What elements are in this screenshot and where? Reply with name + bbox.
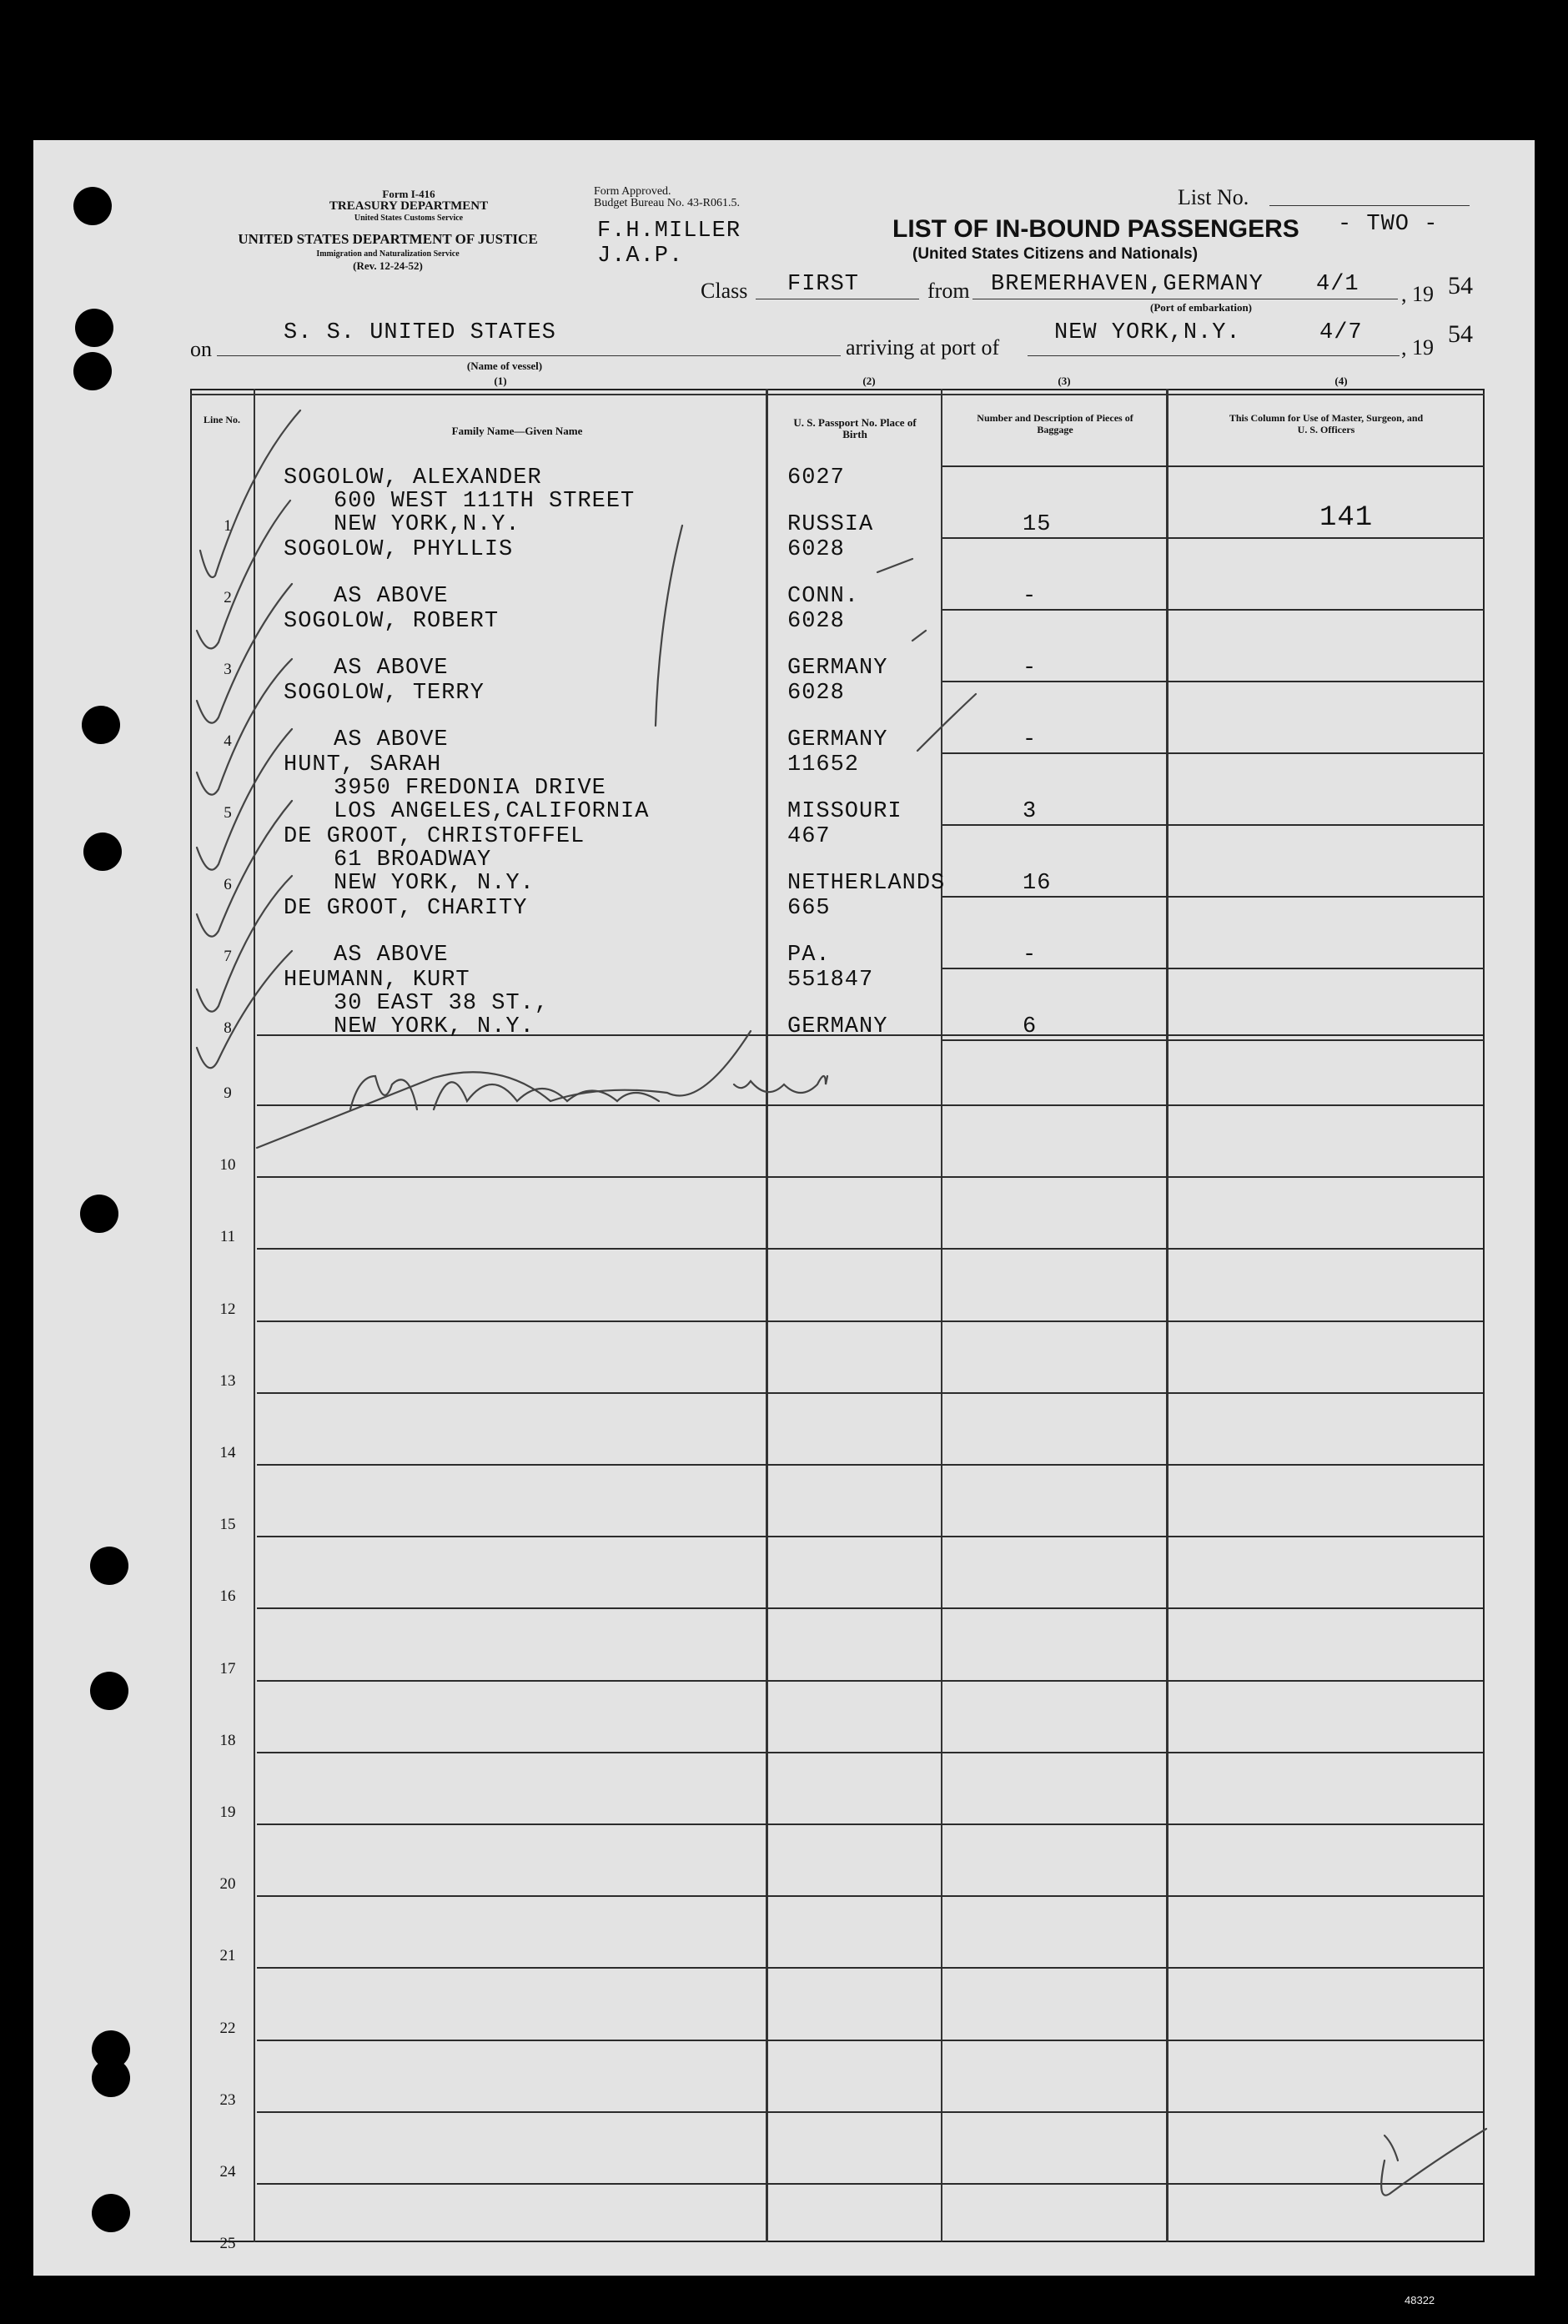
row-rule (257, 1104, 1483, 1106)
page-title: LIST OF IN-BOUND PASSENGERS (892, 215, 1299, 243)
arrival-underline (1028, 355, 1400, 356)
column-divider (941, 389, 942, 2242)
passenger-name: DE GROOT, CHARITY (284, 896, 528, 921)
baggage-count: - (1023, 727, 1038, 752)
binder-hole (82, 706, 120, 744)
header-line-no: Line No. (203, 414, 240, 425)
place-of-birth: RUSSIA (787, 512, 874, 537)
class-value: FIRST (787, 272, 860, 297)
place-of-birth: GERMANY (787, 656, 888, 681)
line-number: 5 (224, 804, 232, 822)
budget-bureau: Budget Bureau No. 43-R061.5. (594, 197, 740, 209)
passenger-name: SOGOLOW, ROBERT (284, 609, 500, 634)
line-number: 9 (224, 1084, 232, 1102)
baggage-count: - (1023, 943, 1038, 968)
row-rule (942, 609, 1485, 611)
line-number: 11 (219, 1228, 236, 1246)
officer-note: 141 (1319, 502, 1374, 534)
line-number: 19 (219, 1803, 236, 1821)
header-passport: U. S. Passport No. Place of Birth (793, 416, 917, 440)
column-number: (3) (1058, 375, 1071, 387)
passenger-address: AS ABOVE (334, 727, 449, 752)
vessel-underline (217, 355, 841, 356)
row-rule (942, 896, 1485, 898)
class-label: Class (701, 279, 748, 303)
line-number: 13 (219, 1371, 236, 1390)
place-of-birth: MISSOURI (787, 799, 902, 824)
line-number: 6 (224, 876, 232, 893)
vessel-caption: (Name of vessel) (466, 360, 543, 372)
place-of-birth: GERMANY (787, 1014, 888, 1039)
binder-hole (90, 1547, 128, 1585)
line-number: 7 (224, 948, 232, 965)
on-label: on (190, 337, 212, 361)
embarkation-caption: (Port of embarkation) (1149, 301, 1253, 314)
column-divider (1166, 389, 1168, 2242)
list-no-label: List No. (1178, 185, 1249, 209)
passenger-address: NEW YORK,N.Y. (334, 512, 520, 537)
row-rule (257, 1895, 1483, 1897)
row-rule (942, 968, 1485, 969)
row-rule (257, 2183, 1483, 2185)
binder-hole (83, 833, 122, 871)
list-no-underline (1269, 205, 1470, 206)
binder-hole (92, 2194, 130, 2232)
embarkation-year: 54 (1448, 272, 1473, 299)
line-number: 3 (224, 661, 232, 678)
row-rule (257, 2111, 1483, 2113)
column-number: (4) (1334, 375, 1348, 387)
column-divider (766, 389, 768, 2242)
row-rule (257, 2040, 1483, 2041)
passenger-address: AS ABOVE (334, 943, 449, 968)
line-number: 14 (219, 1444, 236, 1461)
passport-number: 467 (787, 824, 831, 849)
row-rule (257, 1967, 1483, 1969)
passenger-name: SOGOLOW, PHYLLIS (284, 537, 514, 562)
row-rule (942, 537, 1485, 539)
passenger-name: SOGOLOW, TERRY (284, 681, 485, 706)
row-rule (942, 681, 1485, 682)
passenger-address: 30 EAST 38 ST., (334, 991, 550, 1016)
line-number: 23 (219, 2090, 236, 2109)
line-number: 25 (219, 2235, 236, 2253)
line-number: 17 (219, 1659, 236, 1678)
place-of-birth: PA. (787, 943, 831, 968)
place-of-birth: CONN. (787, 584, 860, 609)
arrival-year: 54 (1448, 320, 1473, 348)
line-number: 8 (224, 1019, 232, 1037)
line-number: 2 (224, 589, 232, 606)
baggage-count: 16 (1023, 871, 1052, 896)
row-rule (257, 1823, 1483, 1825)
row-rule (257, 1680, 1483, 1682)
line-number: 22 (219, 2019, 236, 2037)
arrival-port: NEW YORK,N.Y. (1054, 320, 1241, 345)
passport-number: 6028 (787, 609, 845, 634)
form-id: Form I-416 (382, 188, 435, 200)
embarkation-date: 4/1 (1316, 272, 1359, 297)
ins-label: Immigration and Naturalization Service (316, 249, 460, 259)
binder-hole (75, 309, 113, 347)
row-rule (257, 1176, 1483, 1178)
passenger-address: NEW YORK, N.Y. (334, 1014, 535, 1039)
line-number: 4 (224, 732, 232, 750)
row-rule (257, 1248, 1483, 1250)
passenger-name: SOGOLOW, ALEXANDER (284, 465, 542, 490)
line-number: 24 (219, 2163, 236, 2181)
binder-hole (73, 187, 112, 225)
arrival-date: 4/7 (1319, 320, 1363, 345)
officer-initials: F.H.MILLER (597, 219, 741, 244)
header-officers: This Column for Use of Master, Surgeon, and U. S. Officers (1229, 412, 1424, 435)
baggage-count: 3 (1023, 799, 1038, 824)
row-rule (257, 1464, 1483, 1466)
row-rule (257, 1536, 1483, 1537)
row-rule (942, 752, 1485, 754)
line-number: 10 (219, 1156, 236, 1175)
row-rule (257, 1752, 1483, 1753)
binder-hole (92, 2059, 130, 2097)
line-number: 20 (219, 1875, 236, 1894)
customs-label: United States Customs Service (354, 214, 464, 223)
list-no-value: - TWO - (1338, 212, 1439, 237)
line-number: 16 (219, 1587, 236, 1606)
revision-label: (Rev. 12-24-52) (353, 259, 423, 272)
line-number: 12 (219, 1300, 236, 1318)
column-number: (1) (494, 375, 507, 387)
embarkation-port: BREMERHAVEN,GERMANY (991, 272, 1264, 297)
passport-number: 11652 (787, 752, 860, 777)
page-subtitle: (United States Citizens and Nationals) (912, 245, 1199, 263)
passenger-name: HUNT, SARAH (284, 752, 442, 777)
passenger-address: 600 WEST 111TH STREET (334, 489, 636, 514)
binder-hole (80, 1195, 118, 1233)
row-rule (257, 1392, 1483, 1394)
binder-hole (73, 352, 112, 390)
justice-label: UNITED STATES DEPARTMENT OF JUSTICE (238, 231, 538, 247)
passport-number: 551847 (787, 968, 874, 993)
form-approved: Form Approved. (594, 185, 671, 198)
passenger-address: 61 BROADWAY (334, 848, 492, 873)
passport-number: 6028 (787, 537, 845, 562)
from-label: from (927, 279, 970, 303)
line-number: 18 (219, 1731, 236, 1749)
row-rule (942, 1039, 1485, 1041)
row-rule (942, 465, 1485, 467)
passenger-name: DE GROOT, CHRISTOFFEL (284, 824, 585, 849)
passenger-name: HEUMANN, KURT (284, 968, 470, 993)
line-number: 15 (219, 1516, 236, 1534)
header-name: Family Name—Given Name (451, 425, 583, 437)
passenger-address: AS ABOVE (334, 656, 449, 681)
footer-code: 48322 (1405, 2294, 1435, 2306)
passport-number: 6028 (787, 681, 845, 706)
table-top-rule (190, 394, 1485, 395)
line-number: 1 (224, 517, 232, 535)
passenger-address: LOS ANGELES,CALIFORNIA (334, 799, 650, 824)
vessel-name: S. S. UNITED STATES (284, 320, 556, 345)
passport-number: 6027 (787, 465, 845, 490)
row-rule (942, 824, 1485, 826)
place-of-birth: NETHERLANDS (787, 871, 946, 896)
column-number: (2) (862, 375, 876, 387)
baggage-count: 6 (1023, 1014, 1038, 1039)
row-rule (257, 1607, 1483, 1609)
baggage-count: 15 (1023, 512, 1052, 537)
year-prefix: , 19 (1401, 282, 1434, 306)
passport-number: 665 (787, 896, 831, 921)
treasury-label: TREASURY DEPARTMENT (329, 199, 489, 213)
passenger-address: AS ABOVE (334, 584, 449, 609)
passenger-address: 3950 FREDONIA DRIVE (334, 776, 606, 801)
binder-hole (90, 1672, 128, 1710)
baggage-count: - (1023, 656, 1038, 681)
passenger-address: NEW YORK, N.Y. (334, 871, 535, 896)
row-rule (257, 1320, 1483, 1322)
column-divider (254, 389, 255, 2242)
baggage-count: - (1023, 584, 1038, 609)
officer-initials: J.A.P. (597, 244, 684, 269)
place-of-birth: GERMANY (787, 727, 888, 752)
line-number: 21 (219, 1947, 236, 1965)
arriving-label: arriving at port of (846, 335, 1000, 360)
year-prefix: , 19 (1401, 335, 1434, 360)
header-baggage: Number and Description of Pieces of Baggage (977, 412, 1133, 435)
